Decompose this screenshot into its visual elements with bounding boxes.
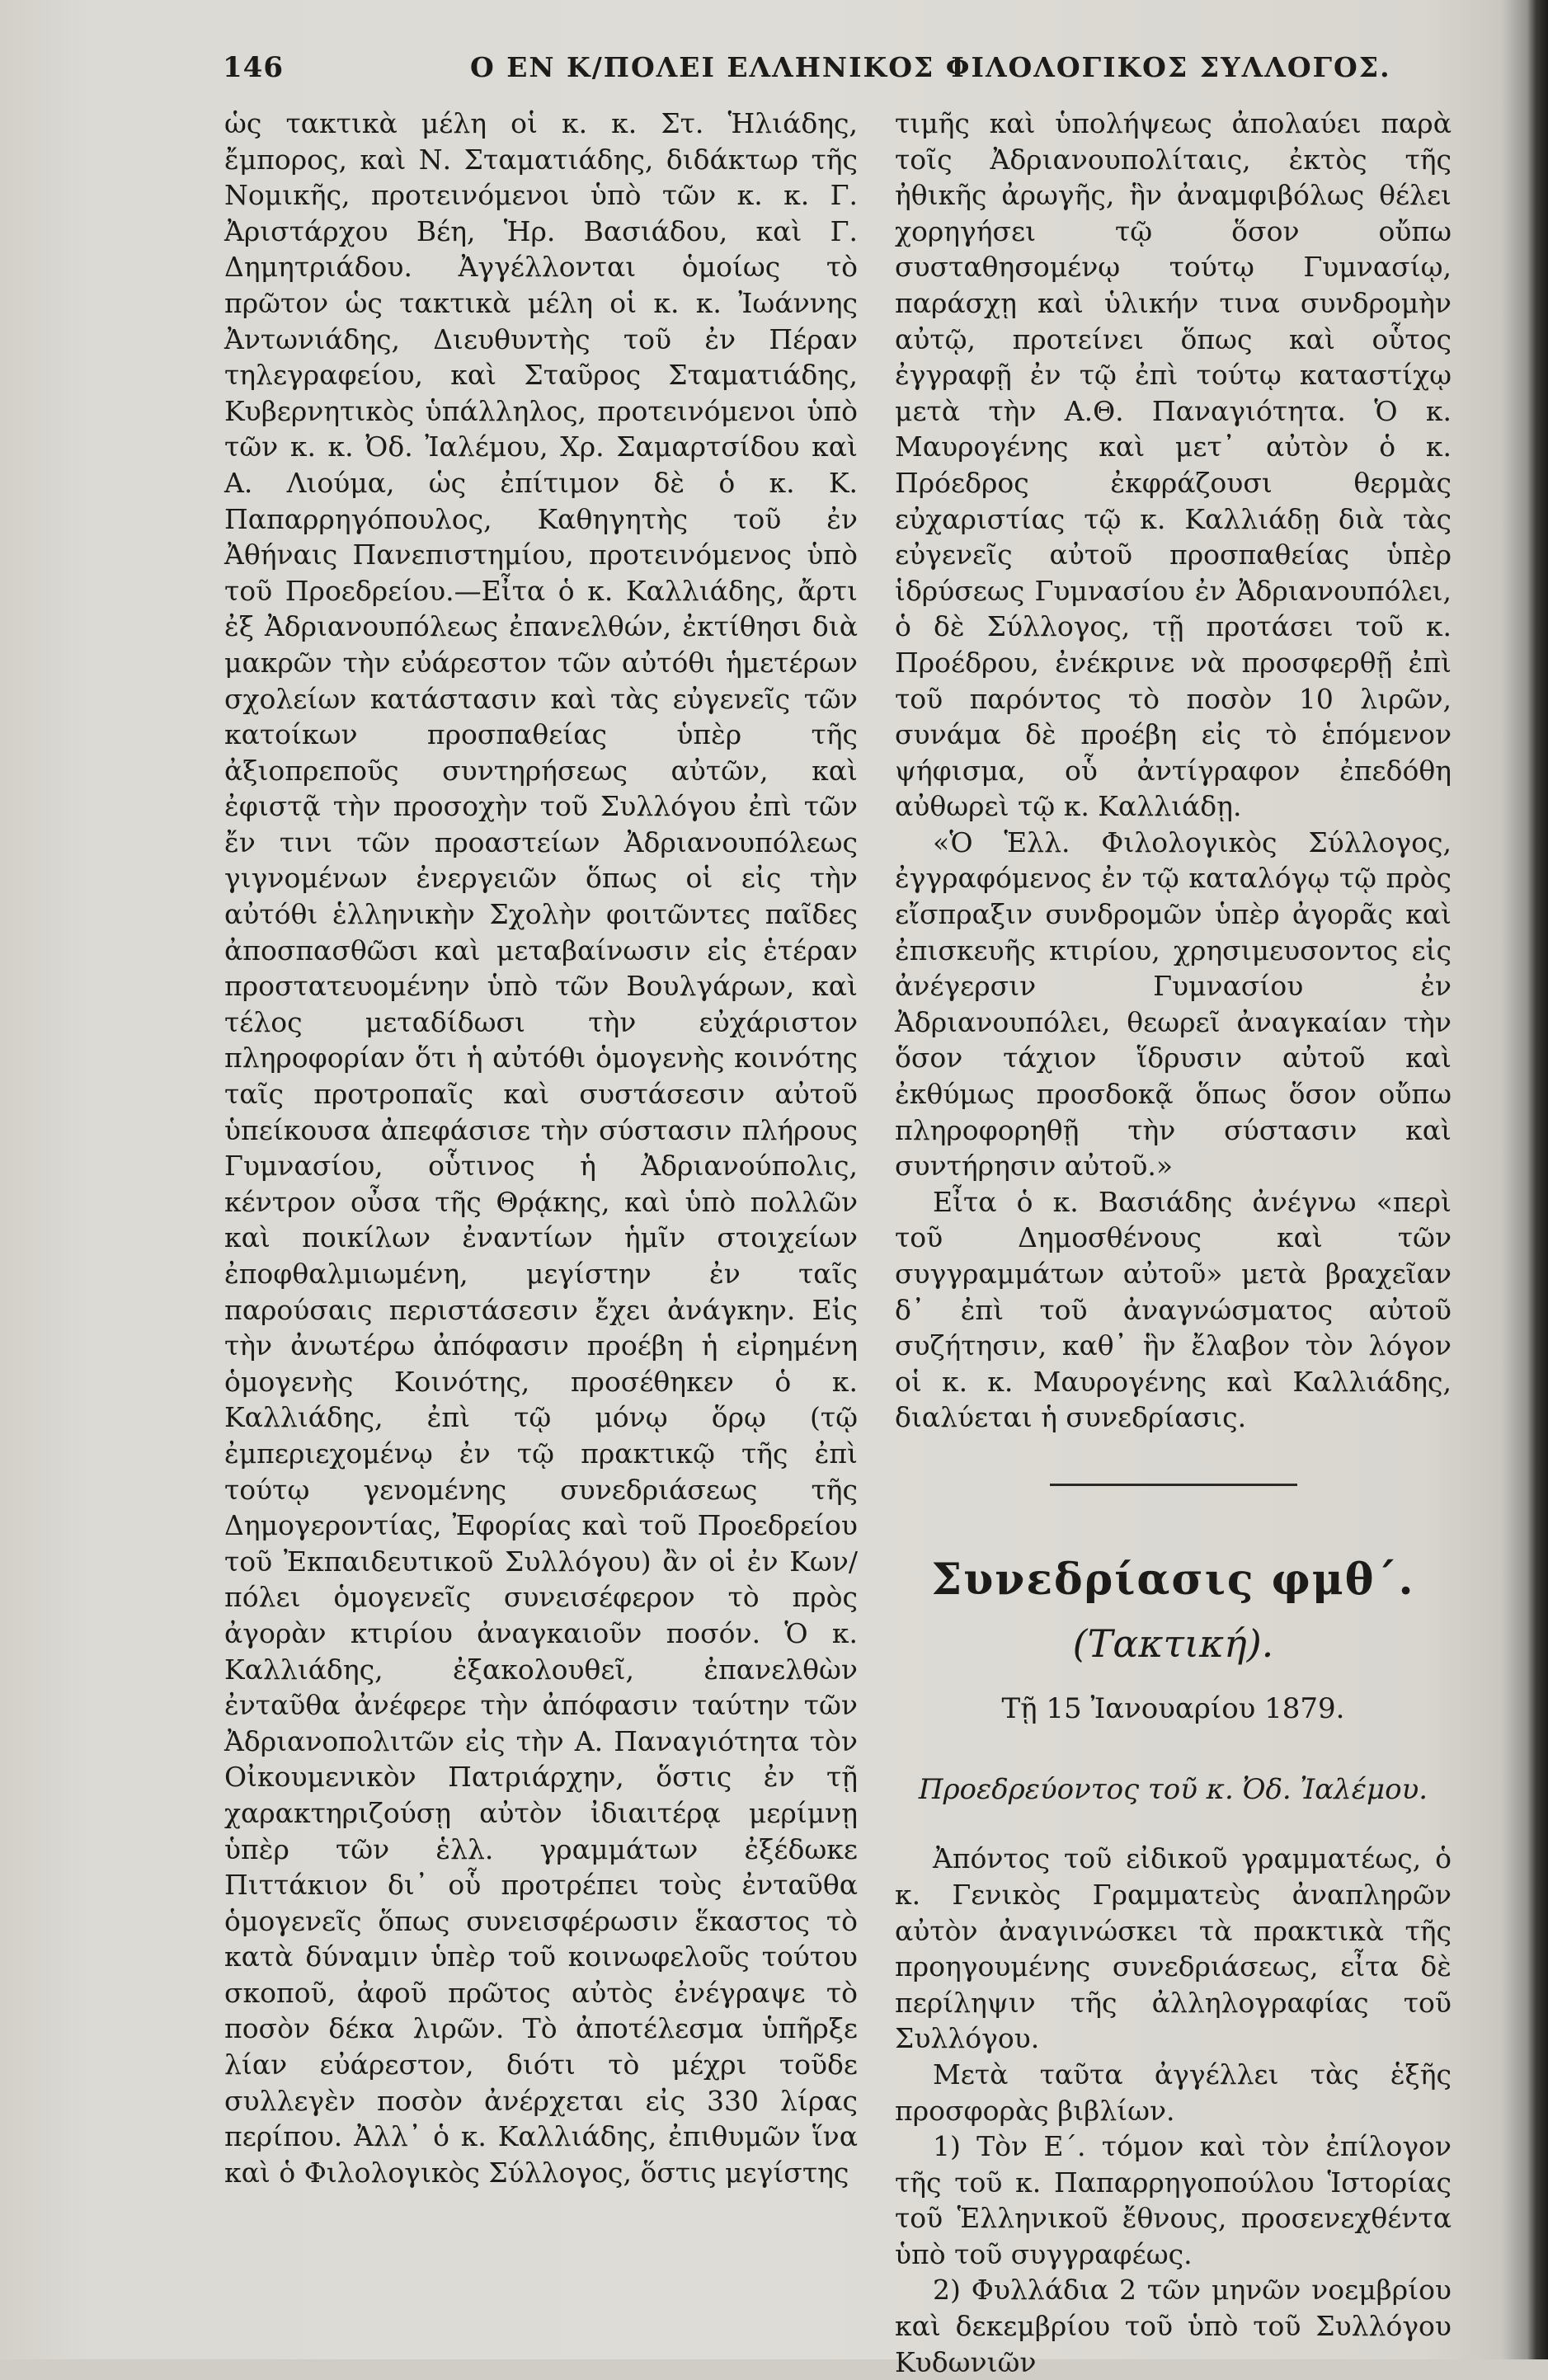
page-header	[223, 51, 1391, 101]
right-paragraph: τιμῆς καὶ ὑπολήψεως ἀπολαύει παρὰ τοῖς Ἀδριανουπολίταις, ἐκτὸς τῆς ἠθικῆς ἀρωγῆς, ἣν ἀναμφιβόλως θέλει χορηγήσει τῷ ὅσον οὔπω συσταθησομένῳ τούτῳ Γυμνασίῳ, παράσχῃ καὶ ὑλικήν τινα συνδρομὴν αὐτῷ, προτείνει ὅπως καὶ οὗτος ἐγγραφῇ ἐν τῷ ἐπὶ τούτῳ καταστίχῳ μετὰ τὴν Α.Θ. Παναγιότητα. Ὁ κ. Μαυρογένης καὶ μετ᾽ αὐτὸν ὁ κ. Πρόεδρος ἐκφράζουσι θερμὰς εὐχαριστίας τῷ κ. Καλλιάδῃ διὰ τὰς εὐγενεῖς αὐτοῦ προσπαθείας ὑπὲρ ἱδρύσεως Γυμνασίου ἐν Ἀδριανουπόλει, ὁ δὲ Σύλλογος, τῇ προτάσει τοῦ κ. Προέδρου, ἐνέκρινε νὰ προσφερθῇ ἐπὶ τοῦ παρόντος τὸ ποσὸν 10 λιρῶν, συνάμα δὲ προέβη εἰς τὸ ἑπόμενον ψήφισμα, οὗ ἀντίγραφον ἐπεδόθη αὐθωρεὶ τῷ κ. Καλλιάδῃ.	[895, 107, 1452, 823]
left-column	[224, 106, 858, 2190]
resolution-paragraph: «Ὁ Ἑλλ. Φιλολογικὸς Σύλλογος, ἐγγραφόμενος ἐν τῷ καταλόγῳ τῷ πρὸς εἴσπραξιν συνδρομῶν ὑπὲρ ἀγορᾶς καὶ ἐπισκευῆς κτιρίου, χρησιμευσοντος εἰς ἀνέγερσιν Γυμνασίου ἐν Ἀδριανουπόλει, θεωρεῖ ἀναγκαίαν τὴν ὅσον τάχιον ἵδρυσιν αὐτοῦ καὶ ἐκθύμως προσδοκᾷ ὅπως ὅσον οὔπω πληροφορηθῇ τὴν σύστασιν καὶ συντήρησιν αὐτοῦ.»	[895, 825, 1452, 1183]
session-title: Συνεδρίασις φμθ΄.	[931, 1554, 1415, 1605]
running-title: Ο ΕΝ Κ/ΠΟΛΕΙ ΕΛΛΗΝΙΚΟΣ ΦΙΛΟΛΟΓΙΚΟΣ ΣΥΛΛΟΓΟΣ.	[470, 51, 1391, 83]
book-spine-shadow	[1527, 0, 1548, 2359]
minutes-paragraph: Ἀπόντος τοῦ εἰδικοῦ γραμματέως, ὁ κ. Γενικὸς Γραμματεὺς ἀναπληρῶν αὐτὸν ἀναγινώσκει τὰ πρακτικὰ τῆς προηγουμένης συνεδριάσεως, εἶτα δὲ περίληψιν τῆς ἀλληλογραφίας τοῦ Συλλόγου.	[895, 1842, 1452, 2055]
donation-item: 1) Τὸν Ε΄. τόμον καὶ τὸν ἐπίλογον τῆς τοῦ κ. Παπαρρηγοπούλου Ἱστορίας τοῦ Ἑλληνικοῦ ἔθνους, προσενεχθέντα ὑπὸ τοῦ συγγραφέως.	[895, 2130, 1452, 2270]
session-date: Τῇ 15 Ἰανουαρίου 1879.	[1001, 1692, 1345, 1726]
page-number: 146	[223, 51, 284, 84]
right-column	[895, 106, 1452, 2380]
donation-item: 2) Φυλλάδια 2 τῶν μηνῶν νοεμβρίου καὶ δεκεμβρίου τοῦ ὑπὸ τοῦ Συλλόγου Κυδωνιῶν	[895, 2274, 1452, 2378]
session-subtitle: (Τακτική).	[1072, 1620, 1274, 1666]
closing-paragraph: Εἶτα ὁ κ. Βασιάδης ἀνέγνω «περὶ τοῦ Δημοσθένους καὶ τῶν συγγραμμάτων αὐτοῦ» μετὰ βραχεῖαν δ᾽ ἐπὶ τοῦ ἀναγνώσματος αὐτοῦ συζήτησιν, καθ᾽ ἣν ἔλαβον τὸν λόγον οἱ κ. κ. Μαυρογένης καὶ Καλλιάδης, διαλύεται ἡ συνεδρίασις.	[895, 1185, 1452, 1434]
section-separator	[1050, 1484, 1297, 1486]
donations-intro: Μετὰ ταῦτα ἀγγέλλει τὰς ἑξῆς προσφορὰς βιβλίων.	[895, 2058, 1452, 2127]
left-paragraph: ὡς τακτικὰ μέλη οἱ κ. κ. Στ. Ἡλιάδης, ἔμπορος, καὶ Ν. Σταματιάδης, διδάκτωρ τῆς Νομικῆς, προτεινόμενοι ὑπὸ τῶν κ. κ. Γ. Ἀριστάρχου Βέη, Ἡρ. Βασιάδου, καὶ Γ. Δημητριάδου. Ἀγγέλλονται ὁμοίως τὸ πρῶτον ὡς τακτικὰ μέλη οἱ κ. κ. Ἰωάννης Ἀντωνιάδης, Διευθυντὴς τοῦ ἐν Πέραν τηλεγραφείου, καὶ Σταῦρος Σταματιάδης, Κυβερνητικὸς ὑπάλληλος, προτεινόμενοι ὑπὸ τῶν κ. κ. Ὀδ. Ἰαλέμου, Χρ. Σαμαρτσίδου καὶ Α. Λιούμα, ὡς ἐπίτιμον δὲ ὁ κ. Κ. Παπαρρηγόπουλος, Καθηγητὴς τοῦ ἐν Ἀθήναις Πανεπιστημίου, προτεινόμενος ὑπὸ τοῦ Προεδρείου.—Εἶτα ὁ κ. Καλλιάδης, ἄρτι ἐξ Ἀδριανουπόλεως ἐπανελθών, ἐκτίθησι διὰ μακρῶν τὴν εὐάρεστον τῶν αὐτόθι ἡμετέρων σχολείων κατάστασιν καὶ τὰς εὐγενεῖς τῶν κατοίκων προσπαθείας ὑπὲρ τῆς ἀξιοπρεποῦς συντηρήσεως αὐτῶν, καὶ ἐφιστᾷ τὴν προσοχὴν τοῦ Συλλόγου ἐπὶ τῶν ἔν τινι τῶν προαστείων Ἀδριανουπόλεως γιγνομένων ἐνεργειῶν ὅπως οἱ εἰς τὴν αὐτόθι ἑλληνικὴν Σχολὴν φοιτῶντες παῖδες ἀποσπασθῶσι καὶ μεταβαίνωσιν εἰς ἑτέραν προστατευομένην ὑπὸ τῶν Βουλγάρων, καὶ τέλος μεταδίδωσι τὴν εὐχάριστον πληροφορίαν ὅτι ἡ αὐτόθι ὁμογενὴς κοινότης ταῖς προτροπαῖς καὶ συστάσεσιν αὐτοῦ ὑπείκουσα ἀπεφάσισε τὴν σύστασιν πλήρους Γυμνασίου, οὗτινος ἡ Ἀδριανούπολις, κέντρον οὖσα τῆς Θρᾴκης, καὶ ὑπὸ πολλῶν καὶ ποικίλων ἐναντίων ἡμῖν στοιχείων ἐποφθαλμιωμένη, μεγίστην ἐν ταῖς παρούσαις περιστάσεσιν ἔχει ἀνάγκην. Εἰς τὴν ἀνωτέρω ἀπόφασιν προέβη ἡ εἰρημένη ὁμογενὴς Κοινότης, προσέθηκεν ὁ κ. Καλλιάδης, ἐπὶ τῷ μόνῳ ὅρῳ (τῷ ἐμπεριεχομένῳ ἐν τῷ πρακτικῷ τῆς ἐπὶ τούτῳ γενομένης συνεδριάσεως τῆς Δημογεροντίας, Ἐφορίας καὶ τοῦ Προεδρείου τοῦ Ἐκπαιδευτικοῦ Συλλόγου) ἂν οἱ ἐν Κων/πόλει ὁμογενεῖς συνεισέφερον τὸ πρὸς ἀγορὰν κτιρίου ἀναγκαιοῦν ποσόν. Ὁ κ. Καλλιάδης, ἐξακολουθεῖ, ἐπανελθὼν ἐνταῦθα ἀνέφερε τὴν ἀπόφασιν ταύτην τῶν Ἀδριανοπολιτῶν εἰς τὴν Α. Παναγιότητα τὸν Οἰκουμενικὸν Πατριάρχην, ὅστις ἐν τῇ χαρακτηριζούσῃ αὐτὸν ἰδιαιτέρᾳ μερίμνῃ ὑπὲρ τῶν ἑλλ. γραμμάτων ἐξέδωκε Πιττάκιον δι᾽ οὗ προτρέπει τοὺς ἐνταῦθα ὁμογενεῖς ὅπως συνεισφέρωσιν ἕκαστος τὸ κατὰ δύναμιν ὑπὲρ τοῦ κοινωφελοῦς τούτου σκοποῦ, ἀφοῦ πρῶτος αὐτὸς ἐνέγραψε τὸ ποσὸν δέκα λιρῶν. Τὸ ἀποτέλεσμα ὑπῆρξε λίαν εὐάρεστον, διότι τὸ μέχρι τοῦδε συλλεγὲν ποσὸν ἀνέρχεται εἰς 330 λίρας περίπου. Ἀλλ᾽ ὁ κ. Καλλιάδης, ἐπιθυμῶν ἵνα καὶ ὁ Φιλολογικὸς Σύλλογος, ὅστις μεγίστης	[224, 107, 858, 2189]
session-presiding: Προεδρεύοντος τοῦ κ. Ὀδ. Ἰαλέμου.	[918, 1772, 1428, 1806]
